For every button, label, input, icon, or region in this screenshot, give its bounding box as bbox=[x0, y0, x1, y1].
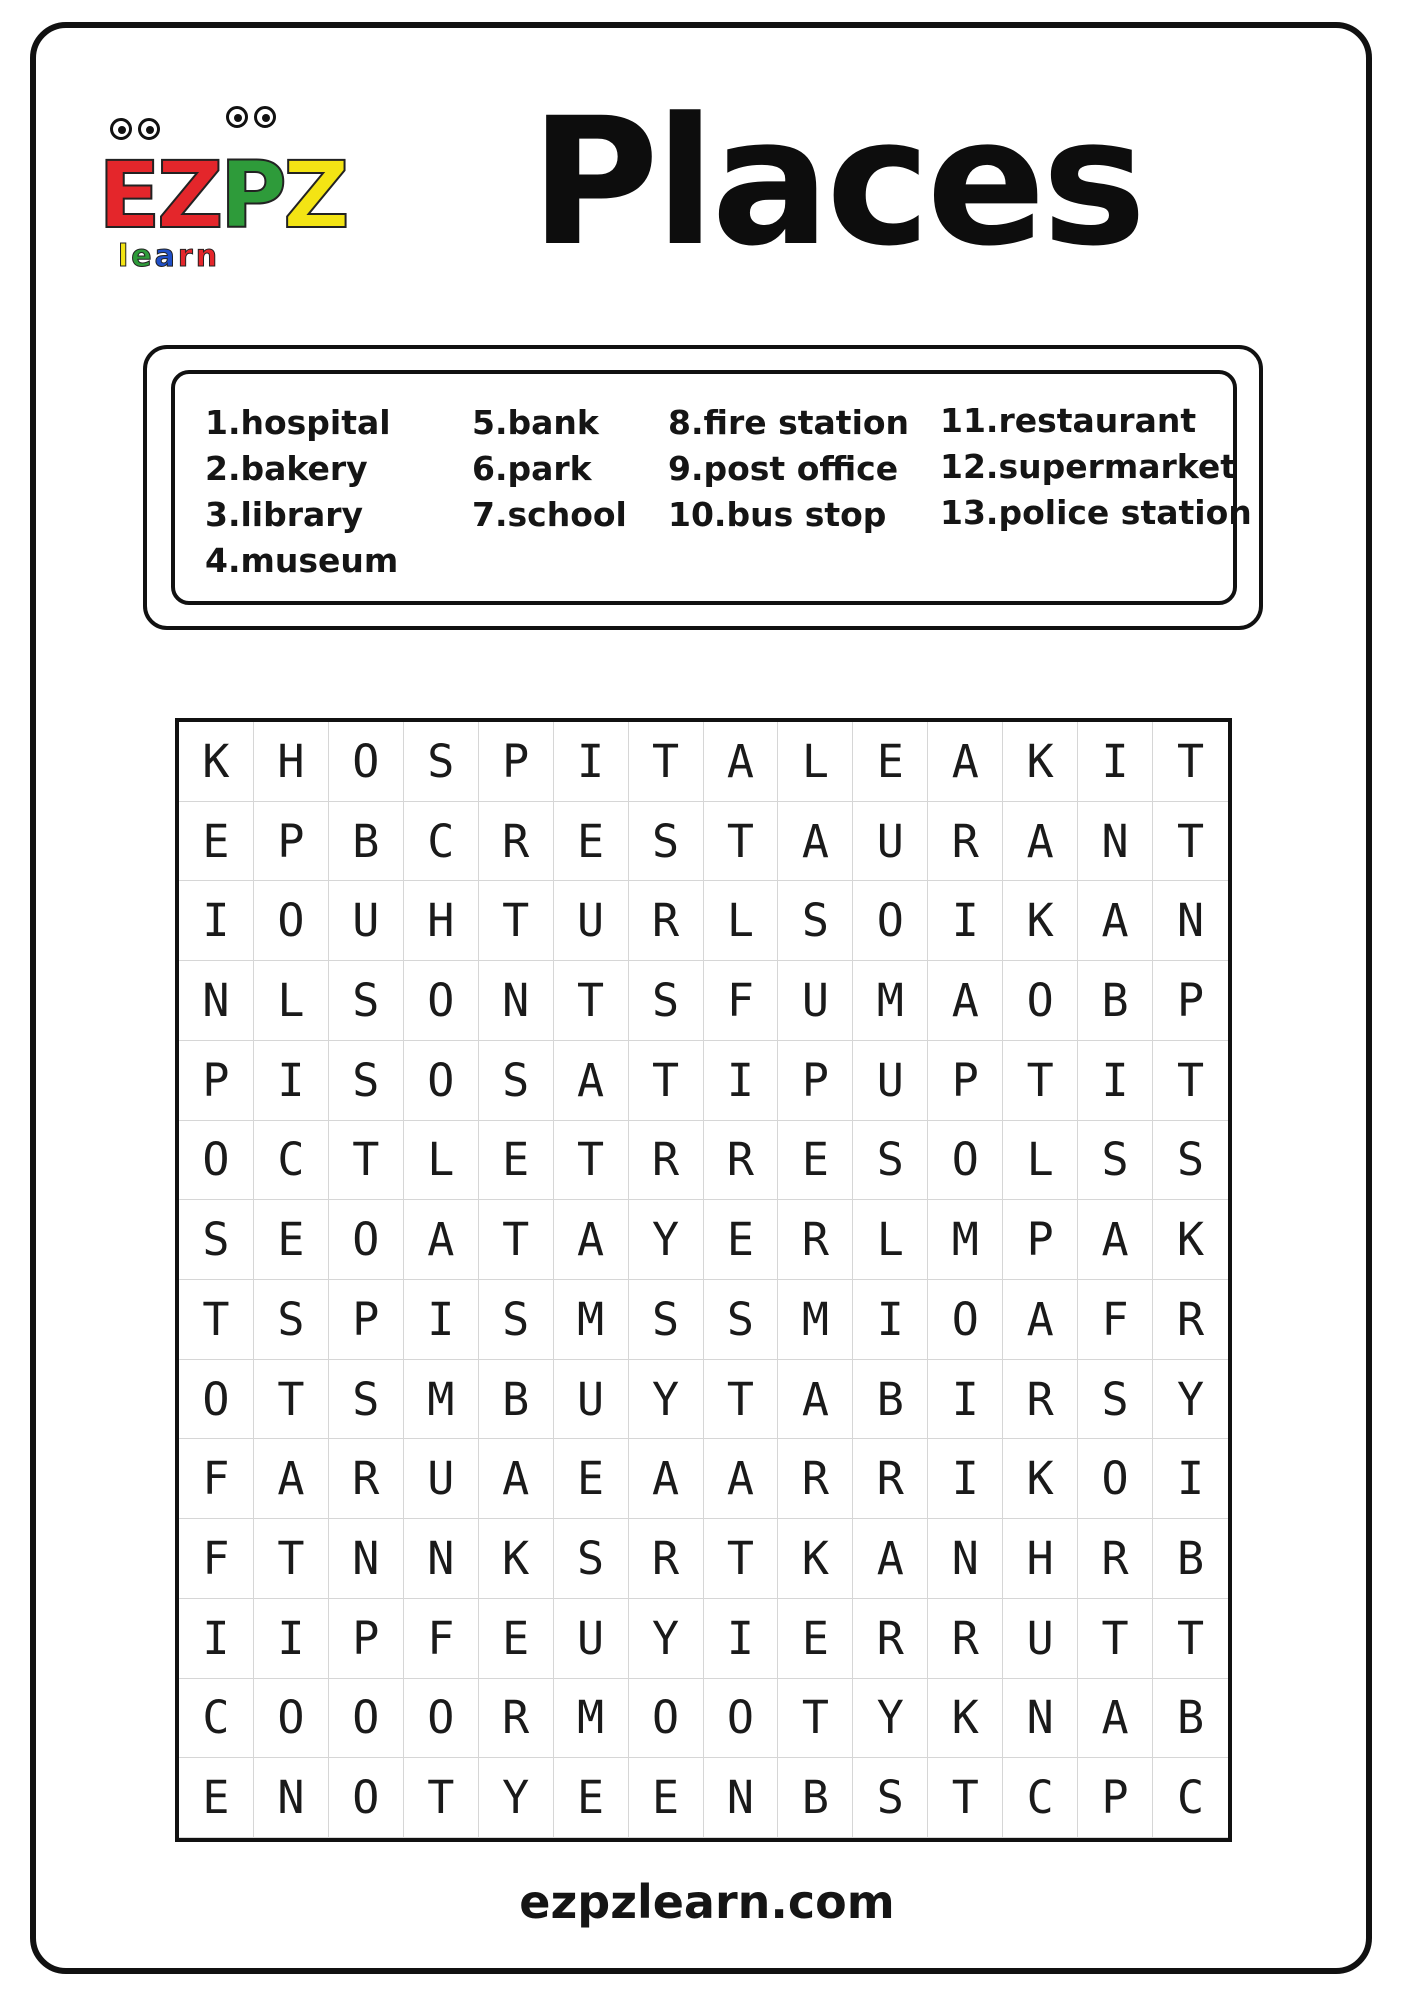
grid-cell[interactable]: S bbox=[853, 1758, 928, 1838]
grid-cell[interactable]: M bbox=[853, 961, 928, 1041]
grid-cell[interactable]: B bbox=[853, 1360, 928, 1440]
grid-cell[interactable]: R bbox=[1003, 1360, 1078, 1440]
grid-cell[interactable]: L bbox=[1003, 1121, 1078, 1201]
grid-cell[interactable]: F bbox=[704, 961, 779, 1041]
grid-cell[interactable]: E bbox=[479, 1121, 554, 1201]
grid-cell[interactable]: A bbox=[1003, 802, 1078, 882]
grid-cell[interactable]: F bbox=[1078, 1280, 1153, 1360]
grid-cell[interactable]: E bbox=[179, 1758, 254, 1838]
grid-cell[interactable]: P bbox=[778, 1041, 853, 1121]
grid-cell[interactable]: N bbox=[404, 1519, 479, 1599]
grid-cell[interactable]: U bbox=[853, 1041, 928, 1121]
grid-cell[interactable]: K bbox=[479, 1519, 554, 1599]
grid-cell[interactable]: L bbox=[778, 722, 853, 802]
grid-cell[interactable]: A bbox=[1078, 1200, 1153, 1280]
grid-cell[interactable]: S bbox=[329, 1360, 404, 1440]
grid-cell[interactable]: A bbox=[853, 1519, 928, 1599]
grid-cell[interactable]: T bbox=[479, 1200, 554, 1280]
grid-cell[interactable]: O bbox=[1003, 961, 1078, 1041]
grid-cell[interactable]: S bbox=[704, 1280, 779, 1360]
word-bank-item: 5.bank bbox=[472, 403, 599, 442]
logo-letter: E bbox=[98, 142, 157, 249]
grid-cell[interactable]: A bbox=[404, 1200, 479, 1280]
grid-cell[interactable]: R bbox=[479, 802, 554, 882]
grid-cell[interactable]: T bbox=[928, 1758, 1003, 1838]
word-bank-column-3 bbox=[668, 400, 909, 538]
grid-cell[interactable]: I bbox=[928, 1439, 1003, 1519]
grid-cell[interactable]: N bbox=[1003, 1679, 1078, 1759]
word-bank-item: 6.park bbox=[472, 449, 592, 488]
grid-cell[interactable]: S bbox=[853, 1121, 928, 1201]
grid-cell[interactable]: A bbox=[479, 1439, 554, 1519]
grid-cell[interactable]: Y bbox=[629, 1200, 704, 1280]
word-search-grid bbox=[175, 718, 1232, 1842]
grid-cell[interactable]: R bbox=[704, 1121, 779, 1201]
grid-cell[interactable]: K bbox=[1153, 1200, 1228, 1280]
grid-cell[interactable]: N bbox=[928, 1519, 1003, 1599]
grid-cell[interactable]: N bbox=[329, 1519, 404, 1599]
grid-cell[interactable]: S bbox=[179, 1200, 254, 1280]
grid-cell[interactable]: I bbox=[928, 881, 1003, 961]
grid-cell[interactable]: O bbox=[1078, 1439, 1153, 1519]
grid-cell[interactable]: P bbox=[479, 722, 554, 802]
grid-cell[interactable]: F bbox=[404, 1599, 479, 1679]
grid-cell[interactable]: K bbox=[778, 1519, 853, 1599]
word-bank-item: 8.fire station bbox=[668, 403, 910, 442]
grid-cell[interactable]: T bbox=[179, 1280, 254, 1360]
grid-cell[interactable]: Y bbox=[629, 1360, 704, 1440]
grid-cell[interactable]: T bbox=[329, 1121, 404, 1201]
grid-cell[interactable]: U bbox=[853, 802, 928, 882]
grid-cell[interactable]: I bbox=[179, 881, 254, 961]
grid-cell[interactable]: S bbox=[629, 1280, 704, 1360]
word-bank-item: 2.bakery bbox=[205, 449, 368, 488]
grid-cell[interactable]: U bbox=[1003, 1599, 1078, 1679]
grid-cell[interactable]: O bbox=[404, 961, 479, 1041]
grid-cell[interactable]: R bbox=[629, 1121, 704, 1201]
grid-cell[interactable]: I bbox=[1078, 1041, 1153, 1121]
grid-cell[interactable]: N bbox=[254, 1758, 329, 1838]
word-bank-item: 3.library bbox=[205, 495, 364, 534]
grid-cell[interactable]: T bbox=[704, 1360, 779, 1440]
grid-cell[interactable]: P bbox=[329, 1280, 404, 1360]
grid-cell[interactable]: O bbox=[254, 881, 329, 961]
grid-cell[interactable]: E bbox=[479, 1599, 554, 1679]
grid-cell[interactable]: I bbox=[1153, 1439, 1228, 1519]
word-bank-item: 7.school bbox=[472, 495, 627, 534]
grid-cell[interactable]: S bbox=[1078, 1360, 1153, 1440]
grid-cell[interactable]: R bbox=[479, 1679, 554, 1759]
grid-cell[interactable]: R bbox=[629, 1519, 704, 1599]
grid-cell[interactable]: O bbox=[629, 1679, 704, 1759]
grid-cell[interactable]: U bbox=[554, 881, 629, 961]
grid-cell[interactable]: O bbox=[329, 722, 404, 802]
grid-cell[interactable]: E bbox=[254, 1200, 329, 1280]
grid-cell[interactable]: R bbox=[853, 1599, 928, 1679]
grid-cell[interactable]: Y bbox=[853, 1679, 928, 1759]
grid-cell[interactable]: A bbox=[704, 1439, 779, 1519]
grid-cell[interactable]: E bbox=[179, 802, 254, 882]
grid-cell[interactable]: C bbox=[404, 802, 479, 882]
grid-cell[interactable]: N bbox=[479, 961, 554, 1041]
grid-cell[interactable]: E bbox=[704, 1200, 779, 1280]
grid-cell[interactable]: R bbox=[1078, 1519, 1153, 1599]
grid-cell[interactable]: C bbox=[254, 1121, 329, 1201]
grid-cell[interactable]: A bbox=[554, 1200, 629, 1280]
grid-cell[interactable]: K bbox=[1003, 722, 1078, 802]
word-bank-item: 4.museum bbox=[205, 541, 399, 580]
grid-cell[interactable]: A bbox=[1078, 881, 1153, 961]
grid-cell[interactable]: R bbox=[778, 1439, 853, 1519]
grid-cell[interactable]: O bbox=[928, 1121, 1003, 1201]
grid-cell[interactable]: P bbox=[254, 802, 329, 882]
grid-cell[interactable]: I bbox=[554, 722, 629, 802]
eye-icon bbox=[254, 106, 276, 128]
ezpz-logo bbox=[98, 100, 358, 285]
word-bank-column-4 bbox=[940, 398, 1252, 536]
grid-cell[interactable]: F bbox=[179, 1519, 254, 1599]
grid-cell[interactable]: N bbox=[1078, 802, 1153, 882]
grid-cell[interactable]: B bbox=[778, 1758, 853, 1838]
logo-letters bbox=[98, 142, 346, 249]
grid-cell[interactable]: K bbox=[1003, 881, 1078, 961]
grid-cell[interactable]: T bbox=[479, 881, 554, 961]
grid-cell[interactable]: O bbox=[928, 1280, 1003, 1360]
grid-cell[interactable]: S bbox=[329, 1041, 404, 1121]
eye-icon bbox=[110, 118, 132, 140]
grid-cell[interactable]: R bbox=[1153, 1280, 1228, 1360]
grid-cell[interactable]: S bbox=[629, 961, 704, 1041]
grid-cell[interactable]: I bbox=[853, 1280, 928, 1360]
grid-cell[interactable]: I bbox=[254, 1041, 329, 1121]
grid-cell[interactable]: E bbox=[778, 1121, 853, 1201]
grid-cell[interactable]: E bbox=[554, 802, 629, 882]
grid-cell[interactable]: A bbox=[928, 961, 1003, 1041]
grid-cell[interactable]: T bbox=[704, 1519, 779, 1599]
logo-learn-letter: a bbox=[154, 239, 178, 274]
grid-cell[interactable]: N bbox=[179, 961, 254, 1041]
logo-learn-letter: l bbox=[118, 239, 132, 274]
grid-cell[interactable]: A bbox=[704, 722, 779, 802]
grid-cell[interactable]: T bbox=[1153, 802, 1228, 882]
grid-cell[interactable]: T bbox=[778, 1679, 853, 1759]
grid-cell[interactable]: I bbox=[1078, 722, 1153, 802]
grid-cell[interactable]: E bbox=[853, 722, 928, 802]
grid-cell[interactable]: B bbox=[1078, 961, 1153, 1041]
eye-icon bbox=[138, 118, 160, 140]
word-bank-item: 13.police station bbox=[940, 493, 1252, 532]
grid-cell[interactable]: C bbox=[1003, 1758, 1078, 1838]
grid-cell[interactable]: T bbox=[704, 802, 779, 882]
grid-cell[interactable]: T bbox=[629, 1041, 704, 1121]
grid-cell[interactable]: A bbox=[928, 722, 1003, 802]
grid-cell[interactable]: T bbox=[554, 1121, 629, 1201]
grid-cell[interactable]: O bbox=[853, 881, 928, 961]
grid-cell[interactable]: P bbox=[1003, 1200, 1078, 1280]
grid-cell[interactable]: K bbox=[1003, 1439, 1078, 1519]
grid-cell[interactable]: O bbox=[179, 1121, 254, 1201]
page-title: Places bbox=[530, 80, 1143, 285]
grid-cell[interactable]: H bbox=[1003, 1519, 1078, 1599]
grid-cell[interactable]: L bbox=[704, 881, 779, 961]
grid-cell[interactable]: T bbox=[1153, 1599, 1228, 1679]
grid-cell[interactable]: B bbox=[1153, 1519, 1228, 1599]
grid-cell[interactable]: S bbox=[254, 1280, 329, 1360]
grid-cell[interactable]: U bbox=[554, 1599, 629, 1679]
word-bank-item: 11.restaurant bbox=[940, 401, 1197, 440]
grid-cell[interactable]: T bbox=[254, 1519, 329, 1599]
grid-cell[interactable]: R bbox=[629, 881, 704, 961]
eye-icon bbox=[226, 106, 248, 128]
grid-cell[interactable]: O bbox=[329, 1758, 404, 1838]
grid-cell[interactable]: S bbox=[1153, 1121, 1228, 1201]
grid-cell[interactable]: O bbox=[254, 1679, 329, 1759]
grid-cell[interactable]: O bbox=[404, 1679, 479, 1759]
grid-cell[interactable]: L bbox=[853, 1200, 928, 1280]
grid-cell[interactable]: B bbox=[479, 1360, 554, 1440]
grid-cell[interactable]: S bbox=[629, 802, 704, 882]
grid-cell[interactable]: O bbox=[329, 1679, 404, 1759]
word-bank-item: 10.bus stop bbox=[668, 495, 887, 534]
grid-cell[interactable]: U bbox=[404, 1439, 479, 1519]
grid-cell[interactable]: P bbox=[928, 1041, 1003, 1121]
grid-cell[interactable]: E bbox=[778, 1599, 853, 1679]
grid-cell[interactable]: T bbox=[404, 1758, 479, 1838]
grid-cell[interactable]: M bbox=[778, 1280, 853, 1360]
grid-cell[interactable]: U bbox=[778, 961, 853, 1041]
grid-cell[interactable]: A bbox=[629, 1439, 704, 1519]
grid-cell[interactable]: N bbox=[1153, 881, 1228, 961]
grid-cell[interactable]: I bbox=[404, 1280, 479, 1360]
grid-cell[interactable]: E bbox=[554, 1758, 629, 1838]
grid-cell[interactable]: P bbox=[329, 1599, 404, 1679]
grid-cell[interactable]: C bbox=[179, 1679, 254, 1759]
grid-cell[interactable]: A bbox=[1003, 1280, 1078, 1360]
grid-cell[interactable]: U bbox=[554, 1360, 629, 1440]
grid-cell[interactable]: A bbox=[778, 1360, 853, 1440]
grid-cell[interactable]: S bbox=[479, 1041, 554, 1121]
grid-cell[interactable]: M bbox=[554, 1679, 629, 1759]
grid-cell[interactable]: E bbox=[629, 1758, 704, 1838]
word-bank-column-1 bbox=[205, 400, 398, 584]
grid-cell[interactable]: O bbox=[704, 1679, 779, 1759]
grid-cell[interactable]: M bbox=[404, 1360, 479, 1440]
grid-cell[interactable]: Y bbox=[479, 1758, 554, 1838]
grid-cell[interactable]: F bbox=[179, 1439, 254, 1519]
grid-cell[interactable]: L bbox=[254, 961, 329, 1041]
grid-cell[interactable]: S bbox=[479, 1280, 554, 1360]
grid-cell[interactable]: I bbox=[928, 1360, 1003, 1440]
grid-cell[interactable]: M bbox=[554, 1280, 629, 1360]
word-bank-item: 12.supermarket bbox=[940, 447, 1237, 486]
grid-cell[interactable]: R bbox=[329, 1439, 404, 1519]
logo-letter: Z bbox=[283, 142, 346, 249]
grid-cell[interactable]: R bbox=[928, 802, 1003, 882]
grid-cell[interactable]: P bbox=[1078, 1758, 1153, 1838]
grid-cell[interactable]: R bbox=[778, 1200, 853, 1280]
grid-cell[interactable]: H bbox=[404, 881, 479, 961]
logo-letter: Z bbox=[156, 142, 220, 249]
logo-learn-letter: n bbox=[195, 239, 221, 274]
grid-cell[interactable]: L bbox=[404, 1121, 479, 1201]
grid-cell[interactable]: S bbox=[1078, 1121, 1153, 1201]
grid-cell[interactable]: T bbox=[554, 961, 629, 1041]
grid-cell[interactable]: K bbox=[179, 722, 254, 802]
grid-cell[interactable]: T bbox=[1003, 1041, 1078, 1121]
word-bank-column-2 bbox=[472, 400, 627, 538]
footer-url: ezpzlearn.com bbox=[519, 1875, 895, 1929]
logo-letter: P bbox=[219, 142, 284, 249]
logo-learn-letter: r bbox=[177, 239, 196, 274]
grid-cell[interactable]: O bbox=[329, 1200, 404, 1280]
grid-cell[interactable]: A bbox=[1078, 1679, 1153, 1759]
grid-cell[interactable]: B bbox=[1153, 1679, 1228, 1759]
grid-cell[interactable]: S bbox=[554, 1519, 629, 1599]
grid-cell[interactable]: S bbox=[404, 722, 479, 802]
grid-cell[interactable]: M bbox=[928, 1200, 1003, 1280]
grid-cell[interactable]: T bbox=[629, 722, 704, 802]
logo-learn-letter: e bbox=[131, 239, 155, 274]
word-bank-item: 1.hospital bbox=[205, 403, 391, 442]
grid-cell[interactable]: A bbox=[778, 802, 853, 882]
grid-cell[interactable]: S bbox=[778, 881, 853, 961]
grid-cell[interactable]: O bbox=[404, 1041, 479, 1121]
grid-cell[interactable]: B bbox=[329, 802, 404, 882]
grid-cell[interactable]: R bbox=[853, 1439, 928, 1519]
grid-cell[interactable]: I bbox=[254, 1599, 329, 1679]
word-bank-item: 9.post office bbox=[668, 449, 899, 488]
grid-cell[interactable]: I bbox=[179, 1599, 254, 1679]
grid-cell[interactable]: H bbox=[254, 722, 329, 802]
grid-cell[interactable]: O bbox=[179, 1360, 254, 1440]
grid-cell[interactable]: T bbox=[1153, 1041, 1228, 1121]
grid-cell[interactable]: T bbox=[1078, 1599, 1153, 1679]
grid-cell[interactable]: U bbox=[329, 881, 404, 961]
grid-cell[interactable]: C bbox=[1153, 1758, 1228, 1838]
grid-cell[interactable]: K bbox=[928, 1679, 1003, 1759]
grid-cell[interactable]: Y bbox=[629, 1599, 704, 1679]
grid-cell[interactable]: P bbox=[1153, 961, 1228, 1041]
grid-cell[interactable]: A bbox=[254, 1439, 329, 1519]
logo-learn bbox=[118, 239, 221, 274]
grid-cell[interactable]: T bbox=[1153, 722, 1228, 802]
grid-cell[interactable]: I bbox=[704, 1599, 779, 1679]
grid-cell[interactable]: N bbox=[704, 1758, 779, 1838]
grid-cell[interactable]: P bbox=[179, 1041, 254, 1121]
grid-cell[interactable]: S bbox=[329, 961, 404, 1041]
grid-cell[interactable]: R bbox=[928, 1599, 1003, 1679]
grid-cell[interactable]: E bbox=[554, 1439, 629, 1519]
grid-cell[interactable]: A bbox=[554, 1041, 629, 1121]
grid-cell[interactable]: Y bbox=[1153, 1360, 1228, 1440]
grid-cell[interactable]: T bbox=[254, 1360, 329, 1440]
grid-cell[interactable]: I bbox=[704, 1041, 779, 1121]
